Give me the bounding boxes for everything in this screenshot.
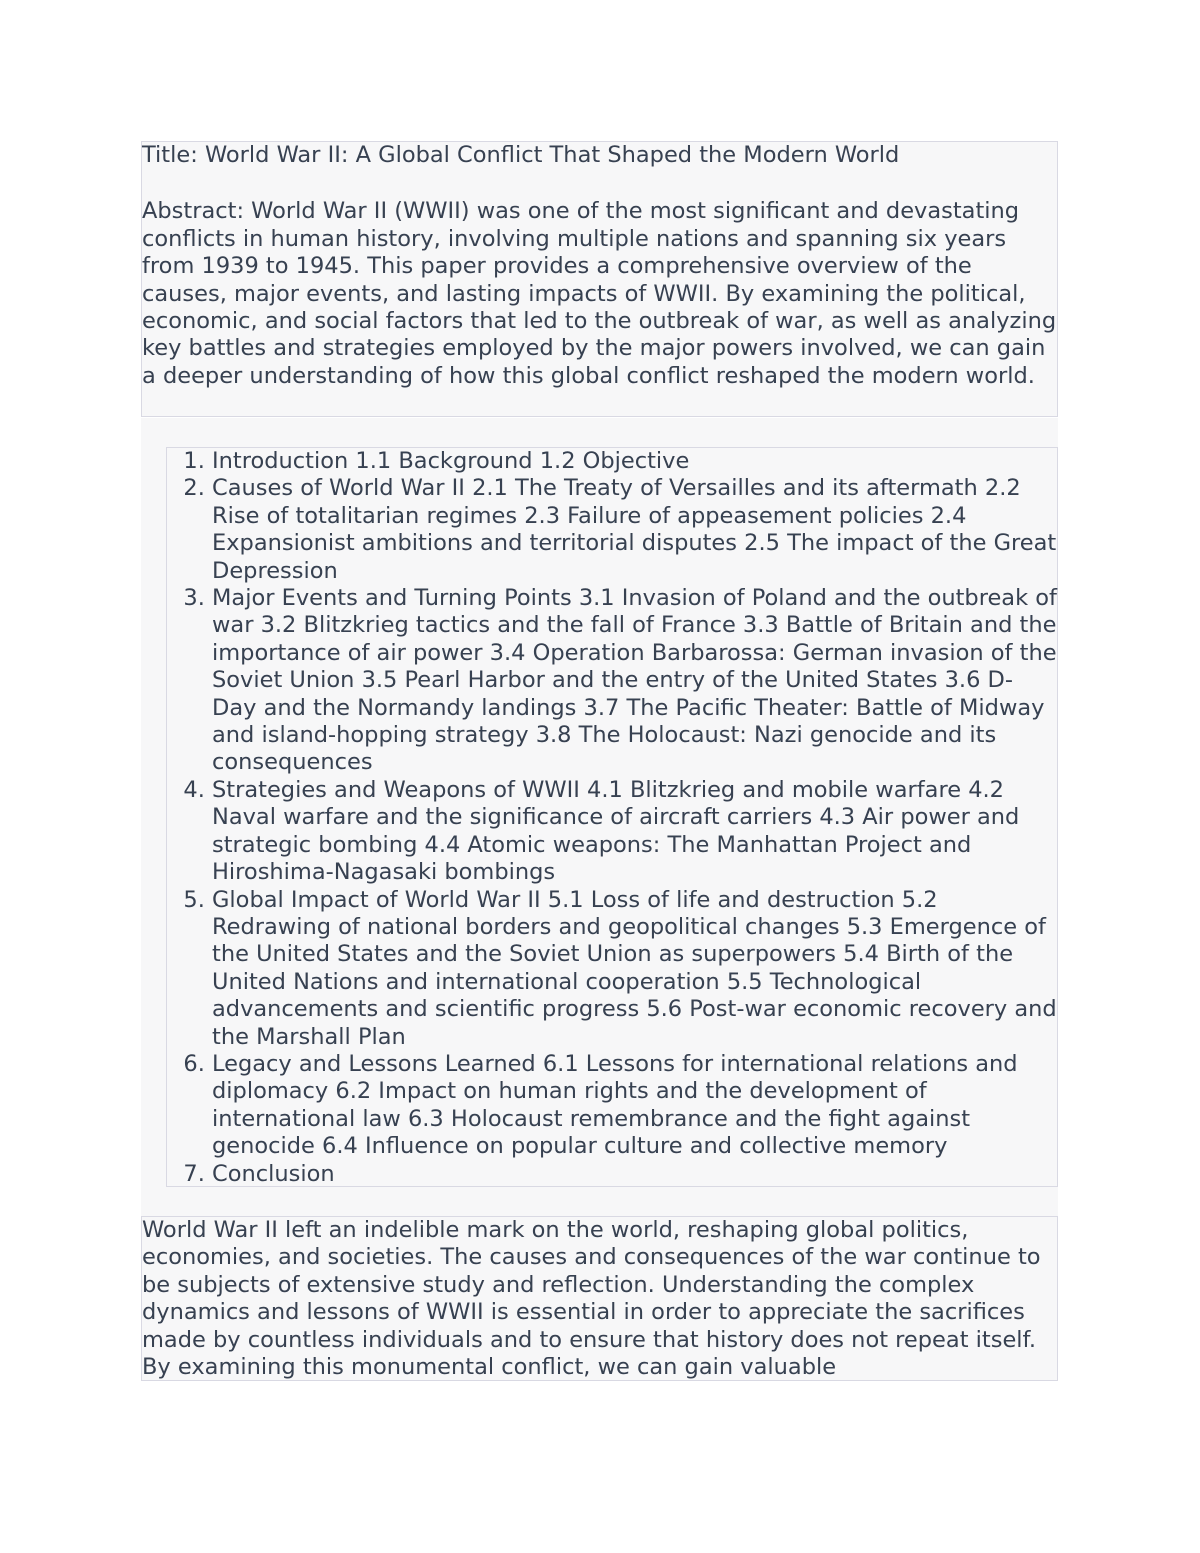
conclusion-paragraph: World War II left an indelible mark on the world, reshaping global politics, economies, and societies. The causes and consequences of the war continue to be subjects of extensive study and reflection. Understanding the complex dynamics and lessons of WWII is essential in order to appreciate the sacrifices made by countless individuals and to ensure that history does not repeat itself. By examining this monumental conflict, we can gain valuable: [142, 1217, 1041, 1381]
outline-section: [166, 447, 1058, 1187]
outline-item-4: 4. Strategies and Weapons of WWII 4.1 Blitzkrieg and mobile warfare 4.2 Naval warfare and the significance of aircraft carriers 4.3 Air power and strategic bombing 4.4 Atomic weapons: The Manhattan Project and Hiroshima-Nagasaki bombings: [212, 777, 1057, 887]
document-title: Title: World War II: A Global Conflict That Shaped the Modern World: [142, 142, 900, 168]
outline-item-2: 2. Causes of World War II 2.1 The Treaty of Versailles and its aftermath 2.2 Rise of totalitarian regimes 2.3 Failure of appeasement policies 2.4 Expansionist ambitions and territorial disputes 2.5 The impact of the Great Depression: [212, 475, 1057, 585]
conclusion-section: [141, 1216, 1058, 1381]
outline-item-7: 7. Conclusion: [212, 1161, 1057, 1188]
outline-item-5: 5. Global Impact of World War II 5.1 Loss of life and destruction 5.2 Redrawing of national borders and geopolitical changes 5.3 Emergence of the United States and the Soviet Union as superpowers 5.4 Birth of the United Nations and international cooperation 5.5 Technological advancements and scientific progress 5.6 Post-war economic recovery and the Marshall Plan: [212, 887, 1057, 1051]
outline-list: [167, 448, 1057, 1188]
outline-item-1: 1. Introduction 1.1 Background 1.2 Objective: [212, 448, 1057, 475]
abstract-paragraph: Abstract: World War II (WWII) was one of the most significant and devastating conflicts in human history, involving multiple nations and spanning six years from 1939 to 1945. This paper provides a comprehensive overview of the causes, major events, and lasting impacts of WWII. By examining the political, economic, and social factors that led to the outbreak of war, as well as analyzing key battles and strategies employed by the major powers involved, we can gain a deeper understanding of how this global conflict reshaped the modern world.: [142, 198, 1057, 389]
outline-item-3: 3. Major Events and Turning Points 3.1 Invasion of Poland and the outbreak of war 3.2 Blitzkrieg tactics and the fall of France 3.3 Battle of Britain and the importance of air power 3.4 Operation Barbarossa: German invasion of the Soviet Union 3.5 Pearl Harbor and the entry of the United States 3.6 D-Day and the Normandy landings 3.7 The Pacific Theater: Battle of Midway and island-hopping strategy 3.8 The Holocaust: Nazi genocide and its consequences: [212, 585, 1057, 777]
outline-item-6: 6. Legacy and Lessons Learned 6.1 Lessons for international relations and diplomacy 6.2 Impact on human rights and the development of international law 6.3 Holocaust remembrance and the fight against genocide 6.4 Influence on popular culture and collective memory: [212, 1051, 1057, 1161]
intro-section: [141, 141, 1058, 417]
